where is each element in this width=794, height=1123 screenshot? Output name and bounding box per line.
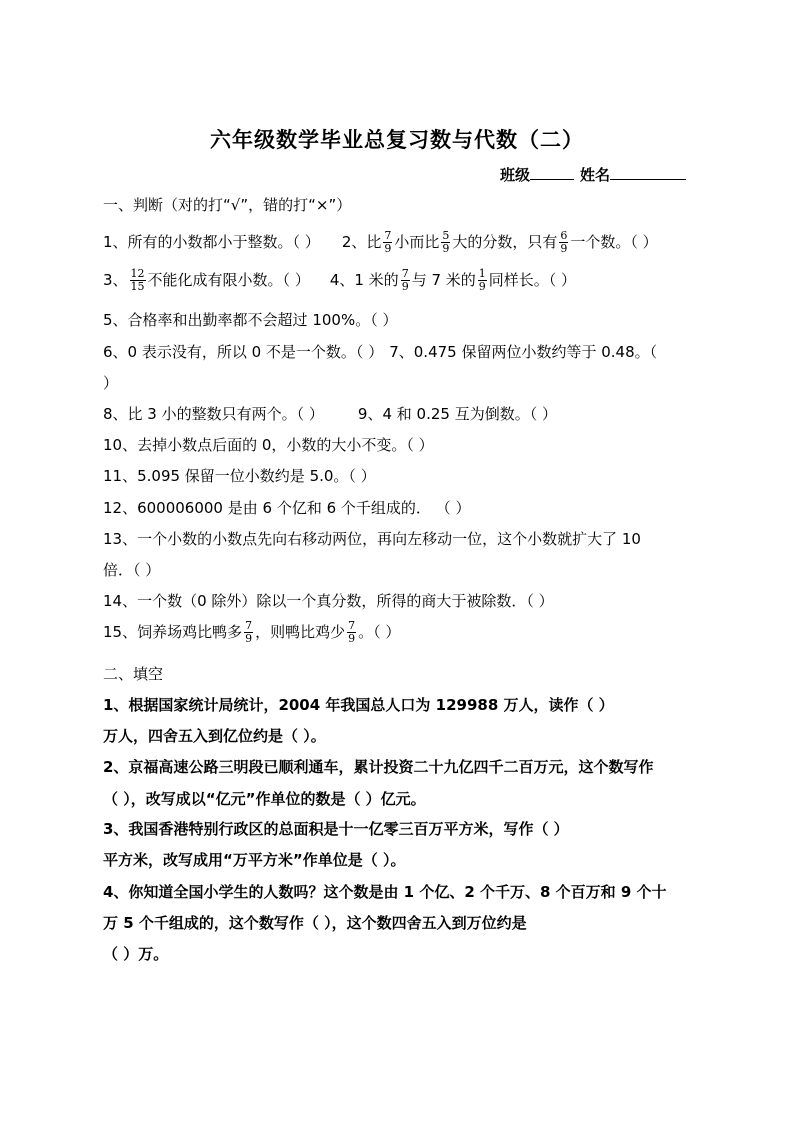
- fraction-7-9-b: $\frac{7}{9}$: [401, 267, 409, 293]
- fraction-7-9: $\frac{7}{9}$: [384, 229, 392, 255]
- q3-text-b: 不能化成有限小数。（ ）: [147, 271, 310, 289]
- fraction-7-9-c: $\frac{7}{9}$: [245, 619, 253, 645]
- fill-question-1-line1: 1、根据国家统计局统计，2004 年我国总人口为 129988 万人，读作（ ）: [103, 696, 614, 714]
- judge-question-10: 10、去掉小数点后面的 0，小数的大小不变。（ ）: [103, 436, 434, 454]
- q2-text-b: 小而比: [394, 233, 440, 251]
- q8-text: 8、比 3 小的整数只有两个。（ ）: [103, 405, 324, 423]
- q15-text-a: 15、饲养场鸡比鸭多: [103, 623, 243, 641]
- page-title: 六年级数学毕业总复习数与代数（二）: [210, 128, 584, 152]
- judge-question-14: 14、一个数（0 除外）除以一个真分数，所得的商大于被除数．（ ）: [103, 592, 554, 610]
- judge-question-11: 11、5.095 保留一位小数约是 5.0。（ ）: [103, 467, 376, 485]
- fill-question-1-line2: 万人，四舍五入到亿位约是（ ）。: [103, 727, 326, 745]
- fill-question-4-line1: 4、你知道全国小学生的人数吗？这个数是由 1 个亿、2 个千万、8 个百万和 9 个十: [103, 883, 667, 901]
- fill-question-3-line1: 3、我国香港特别行政区的总面积是十一亿零三百万平方米，写作（ ）: [103, 820, 569, 838]
- fill-question-4-line2: 万 5 个千组成的，这个数写作（ ），这个数四舍五入到万位约是: [103, 914, 527, 932]
- section1-heading: 一、判断（对的打“√”，错的打“×”）: [103, 196, 352, 214]
- fill-question-2-line1: 2、京福高速公路三明段已顺利通车，累计投资二十九亿四千二百万元，这个数写作: [103, 758, 654, 776]
- q1-text: 1、所有的小数都小于整数。（ ）: [103, 233, 320, 251]
- fill-question-3-line2: 平方米，改写成用“万平方米”作单位是（ ）。: [103, 851, 406, 869]
- q2-text-d: 一个数。（ ）: [570, 233, 658, 251]
- name-blank[interactable]: [610, 165, 686, 180]
- q15-text-b: ，则鸭比鸡少: [255, 623, 346, 641]
- section2-heading: 二、填空: [103, 665, 164, 683]
- fill-question-2-line2: （ ），改写成以“亿元”作单位的数是（ ）亿元。: [103, 790, 426, 808]
- fraction-5-9: $\frac{5}{9}$: [442, 229, 450, 255]
- q15-text-c: 。（ ）: [358, 623, 401, 641]
- judge-question-13: 13、一个小数的小数点先向右移动两位，再向左移动一位，这个小数就扩大了 10: [103, 530, 641, 548]
- q9-text: 9、4 和 0.25 互为倒数。（ ）: [357, 405, 557, 423]
- judge-question-7-cont: ）: [103, 374, 119, 392]
- judge-question-8-9: [103, 403, 557, 424]
- q4-text-c: 同样长。（ ）: [488, 271, 577, 289]
- judge-question-13-cont: 倍．（ ）: [103, 561, 161, 579]
- fraction-1-9: $\frac{1}{9}$: [478, 267, 486, 293]
- class-label: 班级: [500, 166, 531, 184]
- q2-text-a: 2、比: [341, 233, 382, 251]
- fraction-6-9: $\frac{6}{9}$: [560, 229, 568, 255]
- judge-question-1-2: [103, 230, 658, 255]
- judge-question-3-4: [103, 268, 576, 293]
- q6-text: 6、0 表示没有，所以 0 不是一个数。（ ）: [103, 343, 384, 361]
- judge-question-5: 5、合格率和出勤率都不会超过 100%。（ ）: [103, 311, 398, 329]
- judge-question-6-7: [103, 341, 657, 362]
- q3-text-a: 3、: [103, 271, 128, 289]
- fraction-12-15: $\frac{12}{15}$: [130, 267, 145, 293]
- q2-text-c: 大的分数，只有: [452, 233, 558, 251]
- q7-text: 7、0.475 保留两位小数约等于 0.48。（: [389, 343, 658, 361]
- judge-question-12: 12、600006000 是由 6 个亿和 6 个千组成的． （ ）: [103, 499, 471, 517]
- judge-question-15: [103, 620, 400, 645]
- student-info-line: [500, 164, 686, 185]
- fill-question-4-line3: （ ）万。: [103, 945, 169, 963]
- name-label: 姓名: [580, 166, 611, 184]
- fraction-7-9-d: $\frac{7}{9}$: [348, 619, 356, 645]
- q4-text-a: 4、1 米的: [329, 271, 399, 289]
- q4-text-b: 与 7 米的: [411, 271, 476, 289]
- class-blank[interactable]: [530, 165, 574, 180]
